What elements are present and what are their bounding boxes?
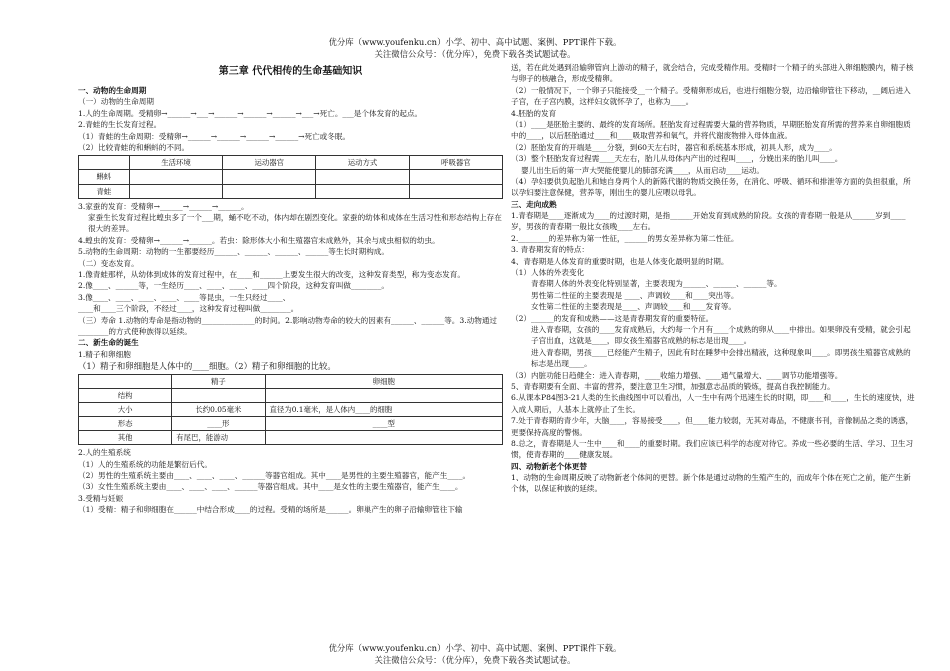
item-puberty-3: 3. 青春期发育的特点： bbox=[511, 245, 590, 255]
item-embryo-4: （4）孕妇要供负起胎儿和她自身两个人的新陈代谢的物质交换任务，在消化、呼吸、循环和排泄等方面的负担很重，所以孕妇要注意保健，营养等，刚出生的婴儿应喂以母乳。 bbox=[511, 176, 911, 198]
item-frog-compare: （2）比较青蛙的和蝌蚪的不同。 bbox=[78, 142, 190, 152]
table-cell: ____型 bbox=[265, 417, 502, 431]
item-gametes-compare: （1）精子和卵细胞是人体中的____细胞。（2）精子和卵细胞的比较。 bbox=[78, 361, 336, 372]
item-human-lifecycle: 1.人的生命周期。受精卵→______→___→______→______→______→___→死亡。___是个体发育的起点。 bbox=[78, 108, 423, 118]
item-puberty-2: 2.________的差异称为第一性征，______的男女差异称为第二性征。 bbox=[511, 233, 739, 243]
item-male-system: （2）男性的生殖系统主要由____、____、____、______等器官组成。其中____是男性的主要生殖器官，能产生____。 bbox=[78, 471, 471, 481]
table-header-cell bbox=[79, 156, 130, 170]
table-cell: 大小 bbox=[79, 402, 172, 416]
table-cell bbox=[223, 184, 316, 198]
item-embryo-heading: 4.胚胎的发育 bbox=[511, 108, 557, 118]
table-cell bbox=[409, 170, 502, 184]
table-cell bbox=[265, 431, 502, 445]
table-header-cell: 运动方式 bbox=[316, 156, 409, 170]
item-one-sperm: （2）一般情况下，一个卵子只能接受__一个精子。受精卵形成后，也进行细胞分裂，边沿输卵管往下移动，__阔后进入子宫，在子宫内膜，这样妇女就怀孕了，也称为____。 bbox=[511, 85, 911, 107]
item-fertilization: 3.受精与妊娠 bbox=[78, 493, 124, 503]
item-renewal: 1、动物的生命周期反映了动物新老个体间的更替。新个体是通过动物的生殖产生的，而成年个体在死亡之前，能产生新个体，以保证种族的延续。 bbox=[511, 473, 911, 494]
table-header-cell: 运动器官 bbox=[223, 156, 316, 170]
sperm-egg-table bbox=[78, 374, 503, 446]
item-appearance: 青春期人体的外表变化特别显著，主要表现为______、______、______等。 bbox=[531, 279, 782, 289]
table-cell: 蝌蚪 bbox=[79, 170, 130, 184]
item-embryo-2: （2）胚胎发育的开端是____分裂，到60天左右时，器官和系统基本形成，初具人形，成为____。 bbox=[511, 142, 837, 152]
frog-tadpole-table bbox=[78, 155, 503, 198]
item-temptation: 7.处于青春期的青少年，大脑____，容易接受____，但____能力较弱，无其对毒品，不健康书刊，音像制品之类的诱惑，更要保持高度的警惕。 bbox=[511, 416, 914, 437]
item-incomplete-1: 3.像____、____、____、____、____等昆虫，一生只经过____、 bbox=[78, 292, 291, 302]
item-gametes: 1.精子和卵细胞 bbox=[78, 349, 131, 359]
item-girl-maturity: 进入青春期，女孩的____发育成熟后，大约每一个月有____个成熟的卵从____中排出。如果卵没有受精，就会引起子宫出血，这就是____，即女孩生殖器官成熟的标志是出现____。 bbox=[531, 324, 911, 346]
section-3-heading: 三、走向成熟 bbox=[511, 199, 557, 209]
right-column bbox=[511, 62, 916, 495]
table-header-row bbox=[79, 374, 503, 388]
table-cell: 形态 bbox=[79, 417, 172, 431]
section-4-heading: 四、动物新老个体更替 bbox=[511, 461, 587, 471]
table-cell bbox=[409, 184, 502, 198]
table-row bbox=[79, 388, 503, 402]
table-header-row bbox=[79, 156, 503, 170]
item-embryo-1: （1）____是胚胎主要的、最终的发育场所。胚胎发育过程需要大量的营养物质，早期胚胎发育所需的营养来自卵细胞质中的____，以后胚胎通过____和____吸取营养和氧气，并将代谢废物排入母体血液。 bbox=[511, 119, 911, 141]
table-cell: 有尾巴，能游动 bbox=[172, 431, 265, 445]
table-cell bbox=[316, 170, 409, 184]
table-cell: ____形 bbox=[172, 417, 265, 431]
table-row bbox=[79, 417, 503, 431]
section-2-heading: 二、新生命的诞生 bbox=[78, 338, 139, 348]
table-header-cell bbox=[79, 374, 172, 388]
item-frog-lifecycle: （1）青蛙的生命周期：受精卵→______→______→______→______→死亡或冬眠。 bbox=[78, 131, 351, 141]
table-row bbox=[79, 402, 503, 416]
section-1-heading: 一、动物的生命周期 bbox=[78, 86, 147, 95]
chapter-title: 第三章 代代相传的生命基础知识 bbox=[218, 66, 363, 77]
header-line-2: 关注微信公众号：（优分库），免费下载各类试题试卷。 bbox=[374, 49, 576, 59]
table-header-cell: 生活环境 bbox=[129, 156, 222, 170]
subsection-1b: （二）变态发育。 bbox=[78, 258, 139, 268]
table-row bbox=[79, 170, 503, 184]
table-cell: 长约0.05毫米 bbox=[172, 402, 265, 416]
item-fertilization-cont: 送，若在此处遇到沿输卵管向上游动的精子，就会结合，完成受精作用。受精时一个精子的头部进入卵细胞膜内，精子核与卵子的核融合，形成受精卵。 bbox=[511, 63, 914, 84]
table-cell: 结构 bbox=[79, 388, 172, 402]
item-embryo-3: （3）整个胚胎发育过程需____天左右，胎儿从母体内产出的过程叫____，分娩出来的胎儿叫____。 bbox=[511, 154, 843, 164]
footer-line-2: 关注微信公众号：（优分库），免费下载各类试题试卷。 bbox=[374, 655, 576, 665]
item-gonad: （2）______的发育和成熟——这是青春期发育的重要特征。 bbox=[511, 313, 714, 323]
item-puberty-1: 1.青春期是____逐渐成为____的过渡时期，是指______开始发育到成熟的阶段。女孩的青春期一般是从______岁到____岁，男孩的青春期一般比女孩晚____左右。 bbox=[511, 211, 906, 232]
item-animal-lifecycle: 5.动物的生命周期：动物的一生都要经历______、______、______、______等生长时期构成。 bbox=[78, 247, 389, 257]
table-cell bbox=[223, 170, 316, 184]
item-summary: 8.总之，青春期是人一生中____和____的重要时期。我们应该已科学的态度对待它。养成一些必要的生活、学习、卫生习惯，使青春期的____健康发展。 bbox=[511, 438, 914, 460]
footer-line-1: 优分库（www.youfenku.cn）小学、初中、高中试题、案例、PPT课件下载。 bbox=[328, 643, 622, 653]
item-boy-maturity: 进入青春期，男孩____已经能产生精子，因此有时在睡梦中会排出精液，这种现象叫____。即男孩生殖器官成熟的标志是出现____。 bbox=[531, 347, 911, 369]
page-footer bbox=[0, 642, 950, 666]
item-reproductive-system: 2.人的生殖系统 bbox=[78, 448, 131, 458]
item-complete-metamorphosis: 2.像____、______等，一生经历____、____、____、____四个阶段，这种发育叫做________。 bbox=[78, 281, 389, 291]
item-male-traits: 男性第二性征的主要表现是 ____、声调较____和____突出等。 bbox=[531, 290, 739, 300]
table-header-cell: 呼吸器官 bbox=[409, 156, 502, 170]
table-cell bbox=[316, 184, 409, 198]
item-silkworm: 3.家蚕的发育：受精卵→______→______→______。 bbox=[78, 201, 249, 211]
table-cell bbox=[172, 388, 265, 402]
item-silkworm-note: 家蚕生长发育过程比蝗虫多了一个___期，蛹不吃不动，体内却在剧烈变化。家蚕的幼体和成体在生活习性和形态结构上存在很大的差异。 bbox=[88, 213, 502, 234]
page-header bbox=[0, 36, 950, 60]
item-growth-curve: 6.从课本P84图3-21人类的生长曲线图中可以看出，人一生中有两个迅速生长的时期，即____和____，生长的速度快，进入成人期后，人基本上就停止了生长。 bbox=[511, 393, 915, 414]
item-fertilization-detail: （1）受精：精子和卵细胞在______中结合形成____的过程。受精的场所是______。卵巢产生的卵子沿输卵管往下输 bbox=[78, 505, 463, 515]
header-line-1: 优分库（www.youfenku.cn）小学、初中、高中试题、案例、PPT课件下载。 bbox=[328, 37, 622, 47]
item-frog-growth: 2.青蛙的生长发育过程。 bbox=[78, 120, 162, 130]
item-metamorphosis: 1.像青蛙那样，从幼体到成体的发育过程中，在____和______上要发生很大的改变，这种发育类型，称为变态发育。 bbox=[78, 270, 465, 280]
table-row bbox=[79, 184, 503, 198]
item-incomplete-2: ____和____三个阶段，不经过____，这种发育过程叫做________。 bbox=[78, 304, 299, 314]
item-lifespan: （三）寿命 1.动物的寿命是指动物的______________的时间。2.影响动物寿命的较大的因素有______、______等。3.动物通过________的方式使种族得以延续。 bbox=[78, 315, 498, 336]
item-embryo-3-note: 婴儿出生后的第一声大哭能使婴儿的肺部充满____，从而启动____运动。 bbox=[521, 165, 764, 175]
table-cell bbox=[129, 170, 222, 184]
table-cell: 直径为0.1毫米，是人体内____的细胞 bbox=[265, 402, 502, 416]
table-cell bbox=[129, 184, 222, 198]
table-header-cell: 精子 bbox=[172, 374, 265, 388]
item-appearance-heading: （1）人体的外表变化 bbox=[511, 268, 585, 278]
item-female-traits: 女性第二性征的主要表现是____、声调较____和____发育等。 bbox=[531, 302, 737, 312]
item-reproductive-function: （1）人的生殖系统的功能是繁衍后代。 bbox=[78, 459, 212, 469]
item-female-system: （3）女性生殖系统主要由____、____、____、______等器官组成。其中____是女性的主要生殖器官，能产生____。 bbox=[78, 482, 463, 492]
table-cell: 其他 bbox=[79, 431, 172, 445]
item-locust: 4.蝗虫的发育：受精卵→______→______。若虫：除形体大小和生殖器官未成熟外，其余与成虫相似的幼虫。 bbox=[78, 235, 440, 245]
table-header-cell: 卵细胞 bbox=[265, 374, 502, 388]
item-puberty-4: 4、青春期是人体发育的重要时期，也是人体变化最明显的时期。 bbox=[511, 256, 729, 266]
subsection-1a: （一）动物的生命周期 bbox=[78, 97, 154, 107]
table-cell: 青蛙 bbox=[79, 184, 130, 198]
table-cell bbox=[265, 388, 502, 402]
item-nutrition: 5、青春期要有全面、丰富的营养，要注意卫生习惯，加强意志品质的锻炼，提高自我控制能力。 bbox=[511, 381, 835, 391]
table-row bbox=[79, 431, 503, 445]
left-column bbox=[78, 62, 503, 516]
item-organs: （3）内脏功能日趋健全：进入青春期，____收缩力增强、____通气量增大、____调节功能增强等。 bbox=[511, 370, 843, 380]
